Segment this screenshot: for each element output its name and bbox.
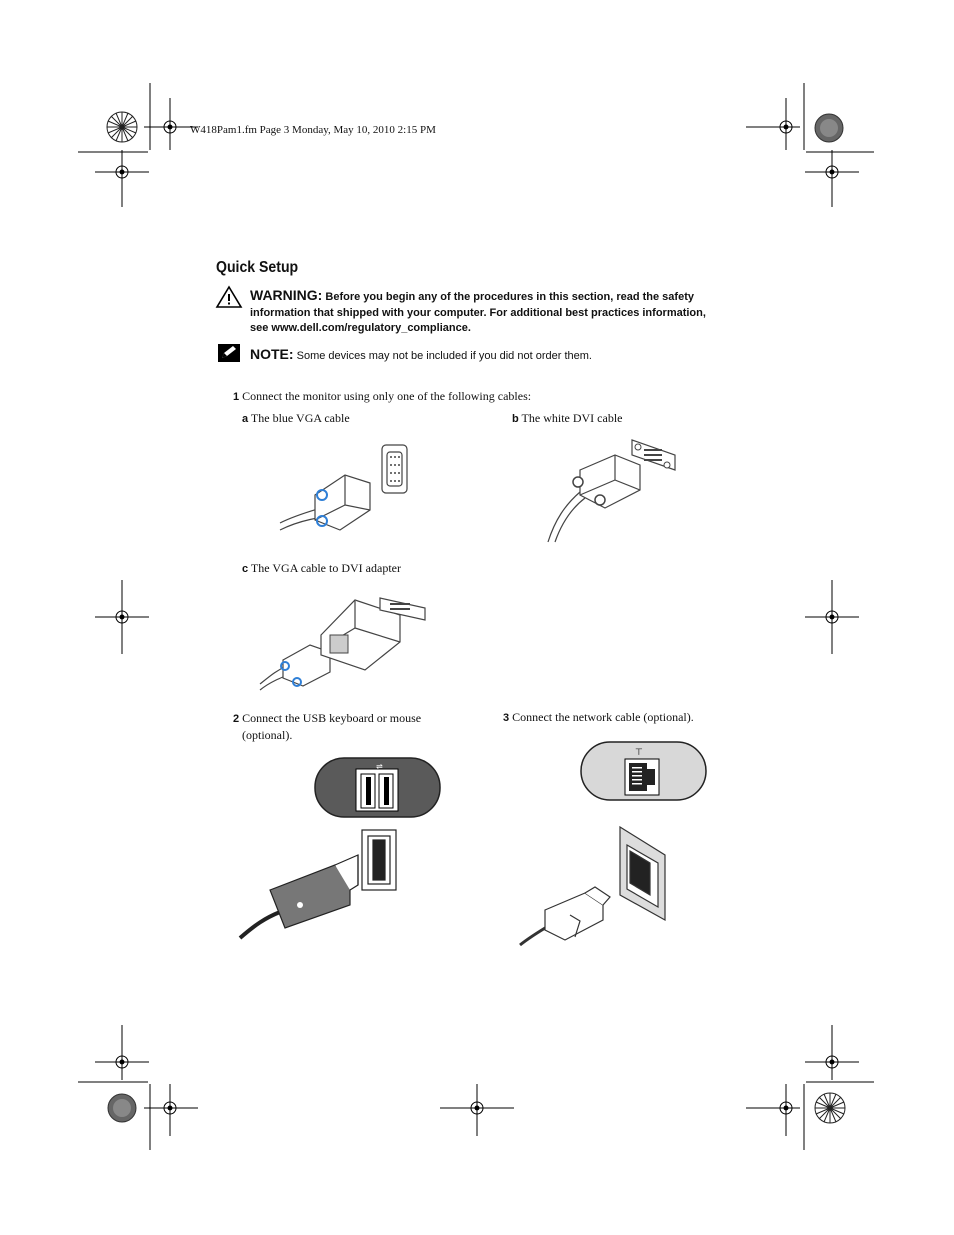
substep-letter: a [242, 413, 249, 425]
step-text-cont: (optional). [242, 728, 293, 742]
step-number: 1 [233, 391, 240, 403]
substep-letter: b [512, 413, 519, 425]
step-number: 2 [233, 713, 240, 725]
step-text: Connect the USB keyboard or mouse [242, 711, 422, 725]
note-body: Some devices may not be included if you did not order them. [296, 350, 592, 362]
dvi-cable-illustration [540, 430, 690, 550]
warning-text [250, 288, 710, 337]
usb-plug-illustration [240, 830, 400, 945]
substep-b [512, 411, 623, 426]
step-text: Connect the monitor using only one of the following cables: [242, 389, 532, 403]
vga-dvi-adapter-illustration [255, 590, 435, 700]
vga-cable-illustration [270, 435, 420, 535]
print-slug: W418Pam1.fm Page 3 Monday, May 10, 2010 2:15 PM [190, 124, 436, 136]
usb-port-panel [314, 757, 442, 819]
warning-icon [215, 285, 243, 309]
step-3 [503, 710, 694, 725]
substep-a [242, 411, 350, 426]
warning-body: Before you begin any of the procedures in this section, read the safety information that shipped with your computer. For additional best practices information, see www.dell.com/regulatory_compliance. [250, 291, 706, 334]
section-title: Quick Setup [216, 259, 299, 276]
note-text [250, 346, 592, 362]
note-pencil-icon [218, 344, 240, 362]
warning-label: WARNING: [250, 287, 323, 303]
note-label: NOTE: [250, 346, 294, 362]
substep-text: The VGA cable to DVI adapter [250, 561, 401, 575]
substep-c [242, 561, 401, 576]
step-number: 3 [503, 712, 510, 724]
network-port-panel [580, 741, 708, 803]
substep-letter: c [242, 563, 249, 575]
usb-symbol-icon: ⇌ [376, 762, 383, 771]
network-plug-illustration [515, 825, 675, 955]
step-text: Connect the network cable (optional). [512, 710, 694, 724]
step-1 [233, 389, 531, 404]
step-2 [233, 710, 421, 743]
substep-text: The white DVI cable [521, 411, 623, 425]
network-symbol-icon: ⊤ [635, 748, 643, 758]
substep-text: The blue VGA cable [250, 411, 350, 425]
